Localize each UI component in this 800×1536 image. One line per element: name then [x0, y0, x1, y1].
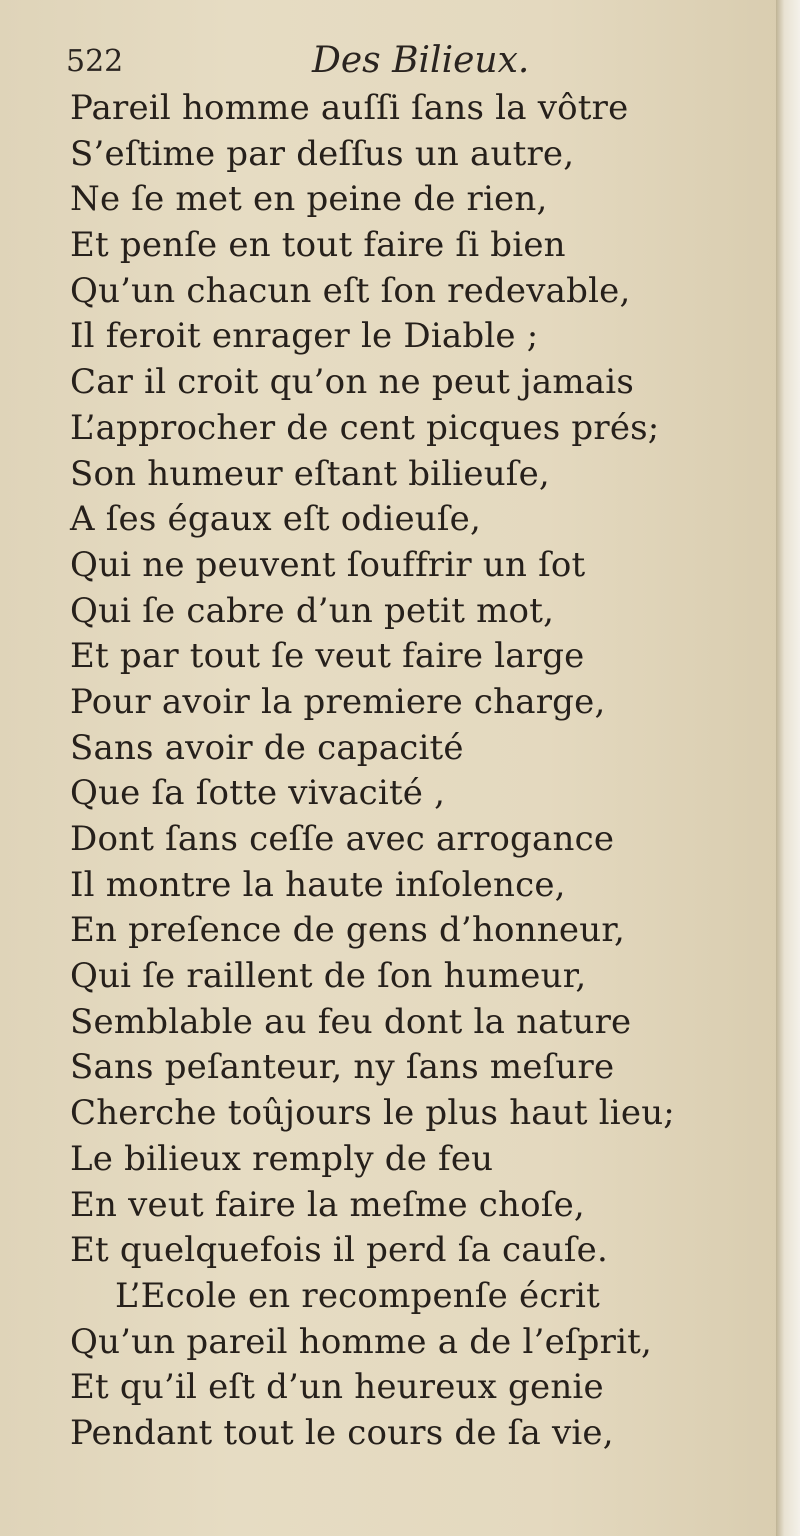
verse-line: Ne ſe met en peine de rien, — [70, 179, 548, 220]
verse-line: Semblable au feu dont la nature — [70, 1001, 632, 1042]
verse-line: Et penſe en tout faire ſi bien — [70, 225, 566, 266]
running-title: Des Bilieux. — [312, 40, 530, 81]
verse-line: En veut faire la meſme choſe, — [70, 1184, 585, 1225]
verse-line: Qu’un chacun eſt ſon redevable, — [70, 270, 631, 311]
verse-line: Et qu’il eſt d’un heureux genie — [70, 1367, 604, 1408]
verse-line: En preſence de gens d’honneur, — [70, 910, 626, 951]
verse-line: Qu’un pareil homme a de l’eſprit, — [70, 1321, 653, 1362]
verse-line: Dont ſans ceſſe avec arrogance — [70, 819, 615, 859]
page-number: 522 — [66, 44, 124, 79]
verse-line: Cherche toûjours le plus haut lieu; — [70, 1093, 675, 1134]
verse-line: A ſes égaux eſt odieuſe, — [70, 499, 481, 540]
verse-line: Il feroit enrager le Diable ; — [70, 316, 539, 357]
verse-line: Car il croit qu’on ne peut jamais — [70, 362, 634, 403]
verse-line: Pendant tout le cours de ſa vie, — [70, 1412, 614, 1453]
verse-line: Qui ſe cabre d’un petit mot, — [70, 590, 555, 631]
page-edge — [776, 0, 800, 1536]
verse-line: S’eſtime par deſſus un autre, — [70, 133, 575, 174]
verse-line: Il montre la haute inſolence, — [70, 864, 566, 905]
verse-line: Et par tout ſe veut faire large — [70, 636, 585, 677]
verse-line: Qui ſe raillent de ſon humeur, — [70, 956, 587, 997]
verse-line-indented: L’Ecole en recompenſe écrit — [115, 1275, 600, 1316]
page-header — [66, 38, 706, 88]
verse-block — [70, 86, 760, 1457]
verse-line: Pareil homme auſſi ſans la vôtre — [70, 88, 629, 128]
verse-line: Sans peſanteur, ny ſans meſure — [70, 1047, 615, 1088]
verse-line: Que ſa ſotte vivacité , — [70, 773, 446, 814]
verse-line: Sans avoir de capacité — [70, 727, 464, 768]
verse-line: L’approcher de cent picques prés; — [70, 407, 660, 448]
verse-line: Le bilieux remply de feu — [70, 1138, 494, 1179]
verse-line: Son humeur eſtant bilieuſe, — [70, 453, 550, 494]
verse-line: Pour avoir la premiere charge, — [70, 681, 606, 722]
verse-line: Qui ne peuvent ſouffrir un ſot — [70, 544, 586, 585]
verse-line: Et quelquefois il perd ſa cauſe. — [70, 1230, 608, 1271]
